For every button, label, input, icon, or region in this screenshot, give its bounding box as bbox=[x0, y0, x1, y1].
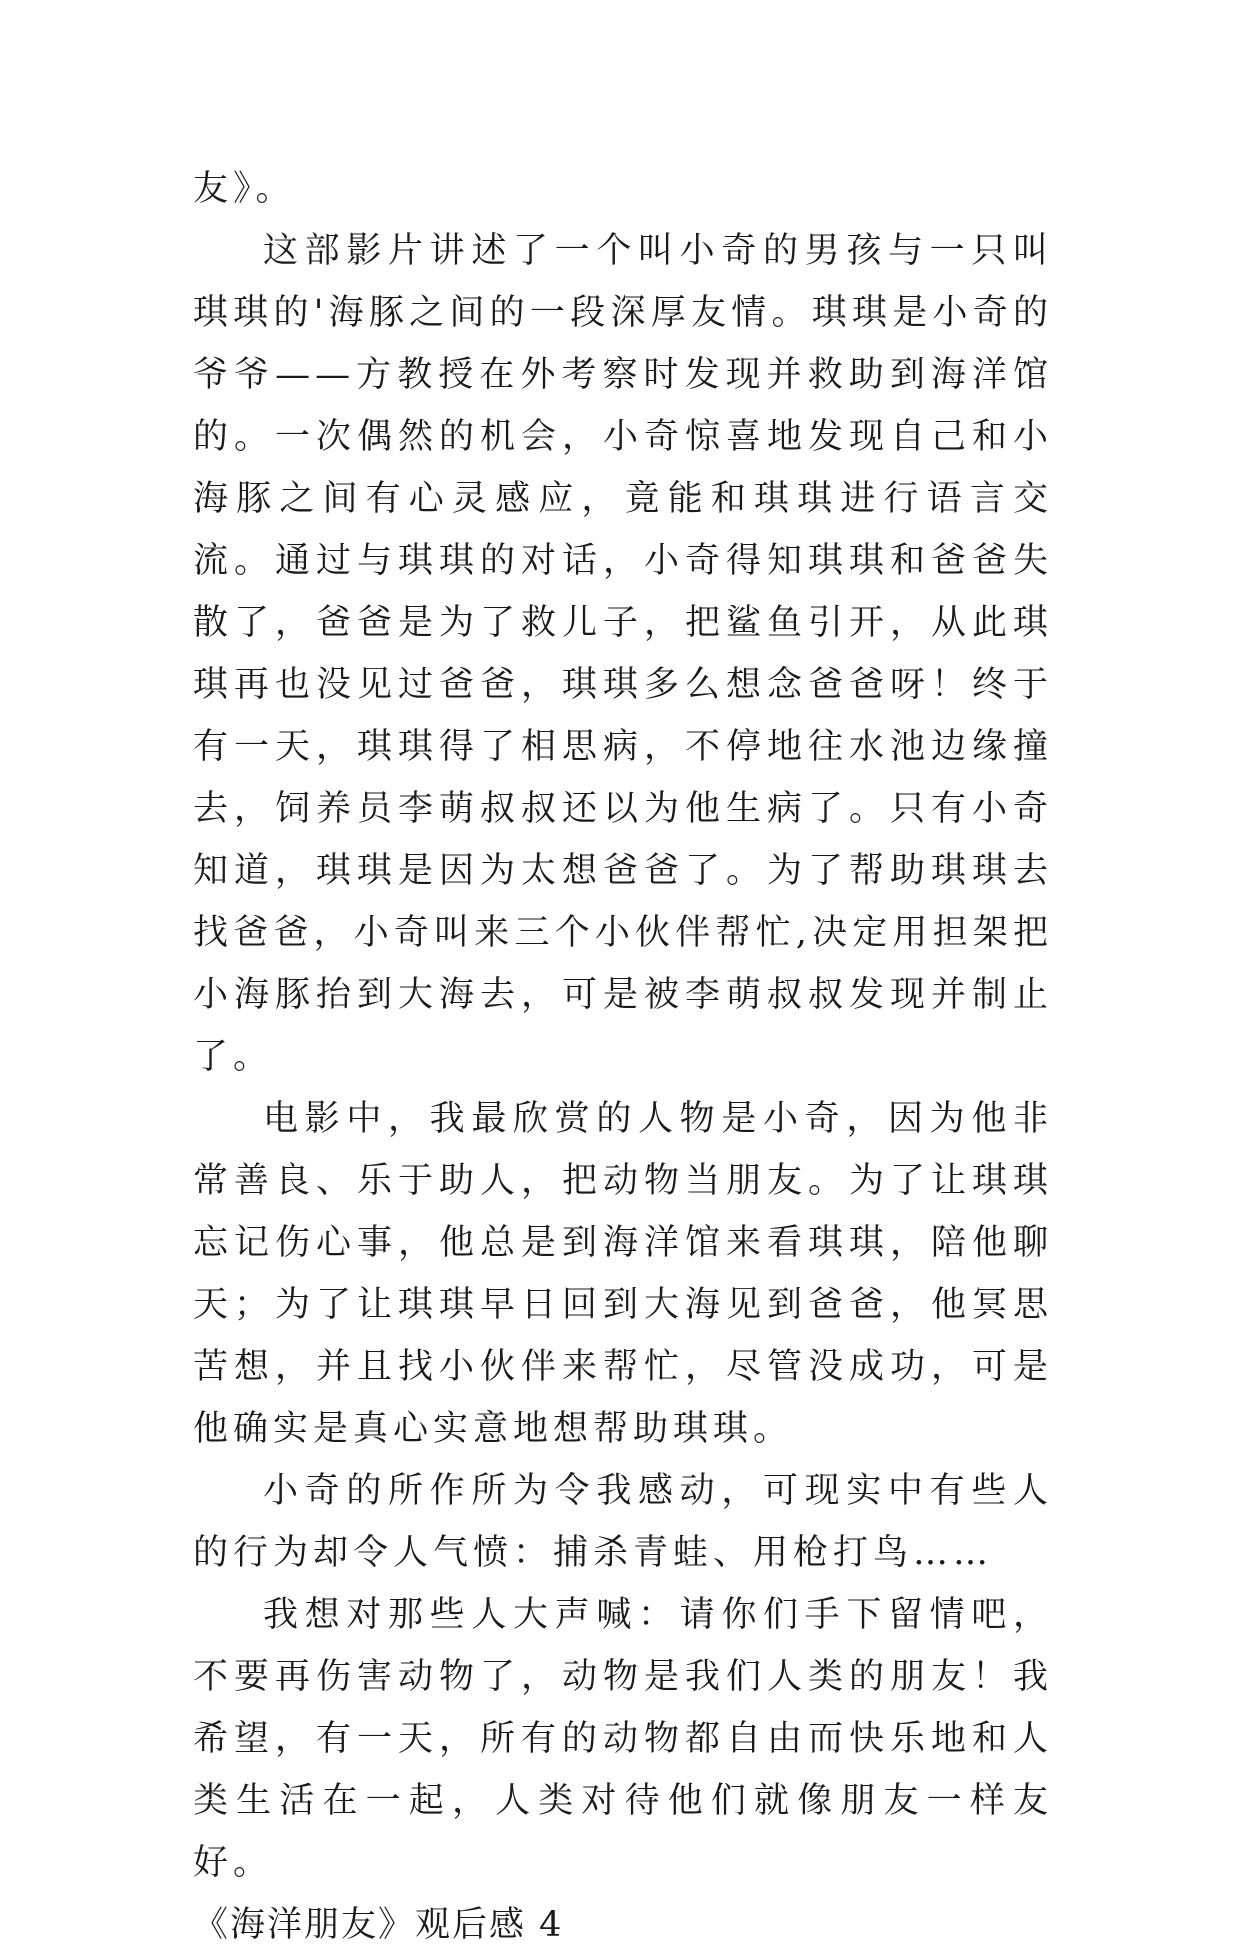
paragraph-character: 电影中，我最欣赏的人物是小奇，因为他非常善良、乐于助人，把动物当朋友。为了让琪琪忘记伤心事，他总是到海洋馆来看琪琪，陪他聊天；为了让琪琪早日回到大海见到爸爸，他冥思苦想，并且找小伙伴来帮忙，尽管没成功，可是他确实是真心实意地想帮助琪琪。 bbox=[193, 1099, 1053, 1449]
paragraph-story: 这部影片讲述了一个叫小奇的男孩与一只叫琪琪的'海豚之间的一段深厚友情。琪琪是小奇的爷爷——方教授在外考察时发现并救助到海洋馆的。一次偶然的机会，小奇惊喜地发现自己和小海豚之间有心灵感应，竟能和琪琪进行语言交流。通过与琪琪的对话，小奇得知琪琪和爸爸失散了，爸爸是为了救儿子，把鲨鱼引开，从此琪琪再也没见过爸爸，琪琪多么想念爸爸呀！终于有一天，琪琪得了相思病，不停地往水池边缘撞去，饲养员李萌叔叔还以为他生病了。只有小奇知道，琪琪是因为太想爸爸了。为了帮助琪琪去找爸爸，小奇叫来三个小伙伴帮忙,决定用担架把小海豚抬到大海去，可是被李萌叔叔发现并制止了。 bbox=[193, 231, 1053, 1077]
paragraph-appeal: 我想对那些人大声喊：请你们手下留情吧，不要再伤害动物了，动物是我们人类的朋友！我希望，有一天，所有的动物都自由而快乐地和人类生活在一起，人类对待他们就像朋友一样友好。 bbox=[193, 1595, 1053, 1883]
continuation-line: 友》。 bbox=[193, 169, 296, 209]
paragraph-reality: 小奇的所作所为令我感动，可现实中有些人的行为却令人气愤：捕杀青蛙、用枪打鸟…… bbox=[193, 1471, 1053, 1573]
document-body bbox=[193, 158, 1053, 1956]
section-heading: 《海洋朋友》观后感 4 bbox=[193, 1905, 564, 1945]
